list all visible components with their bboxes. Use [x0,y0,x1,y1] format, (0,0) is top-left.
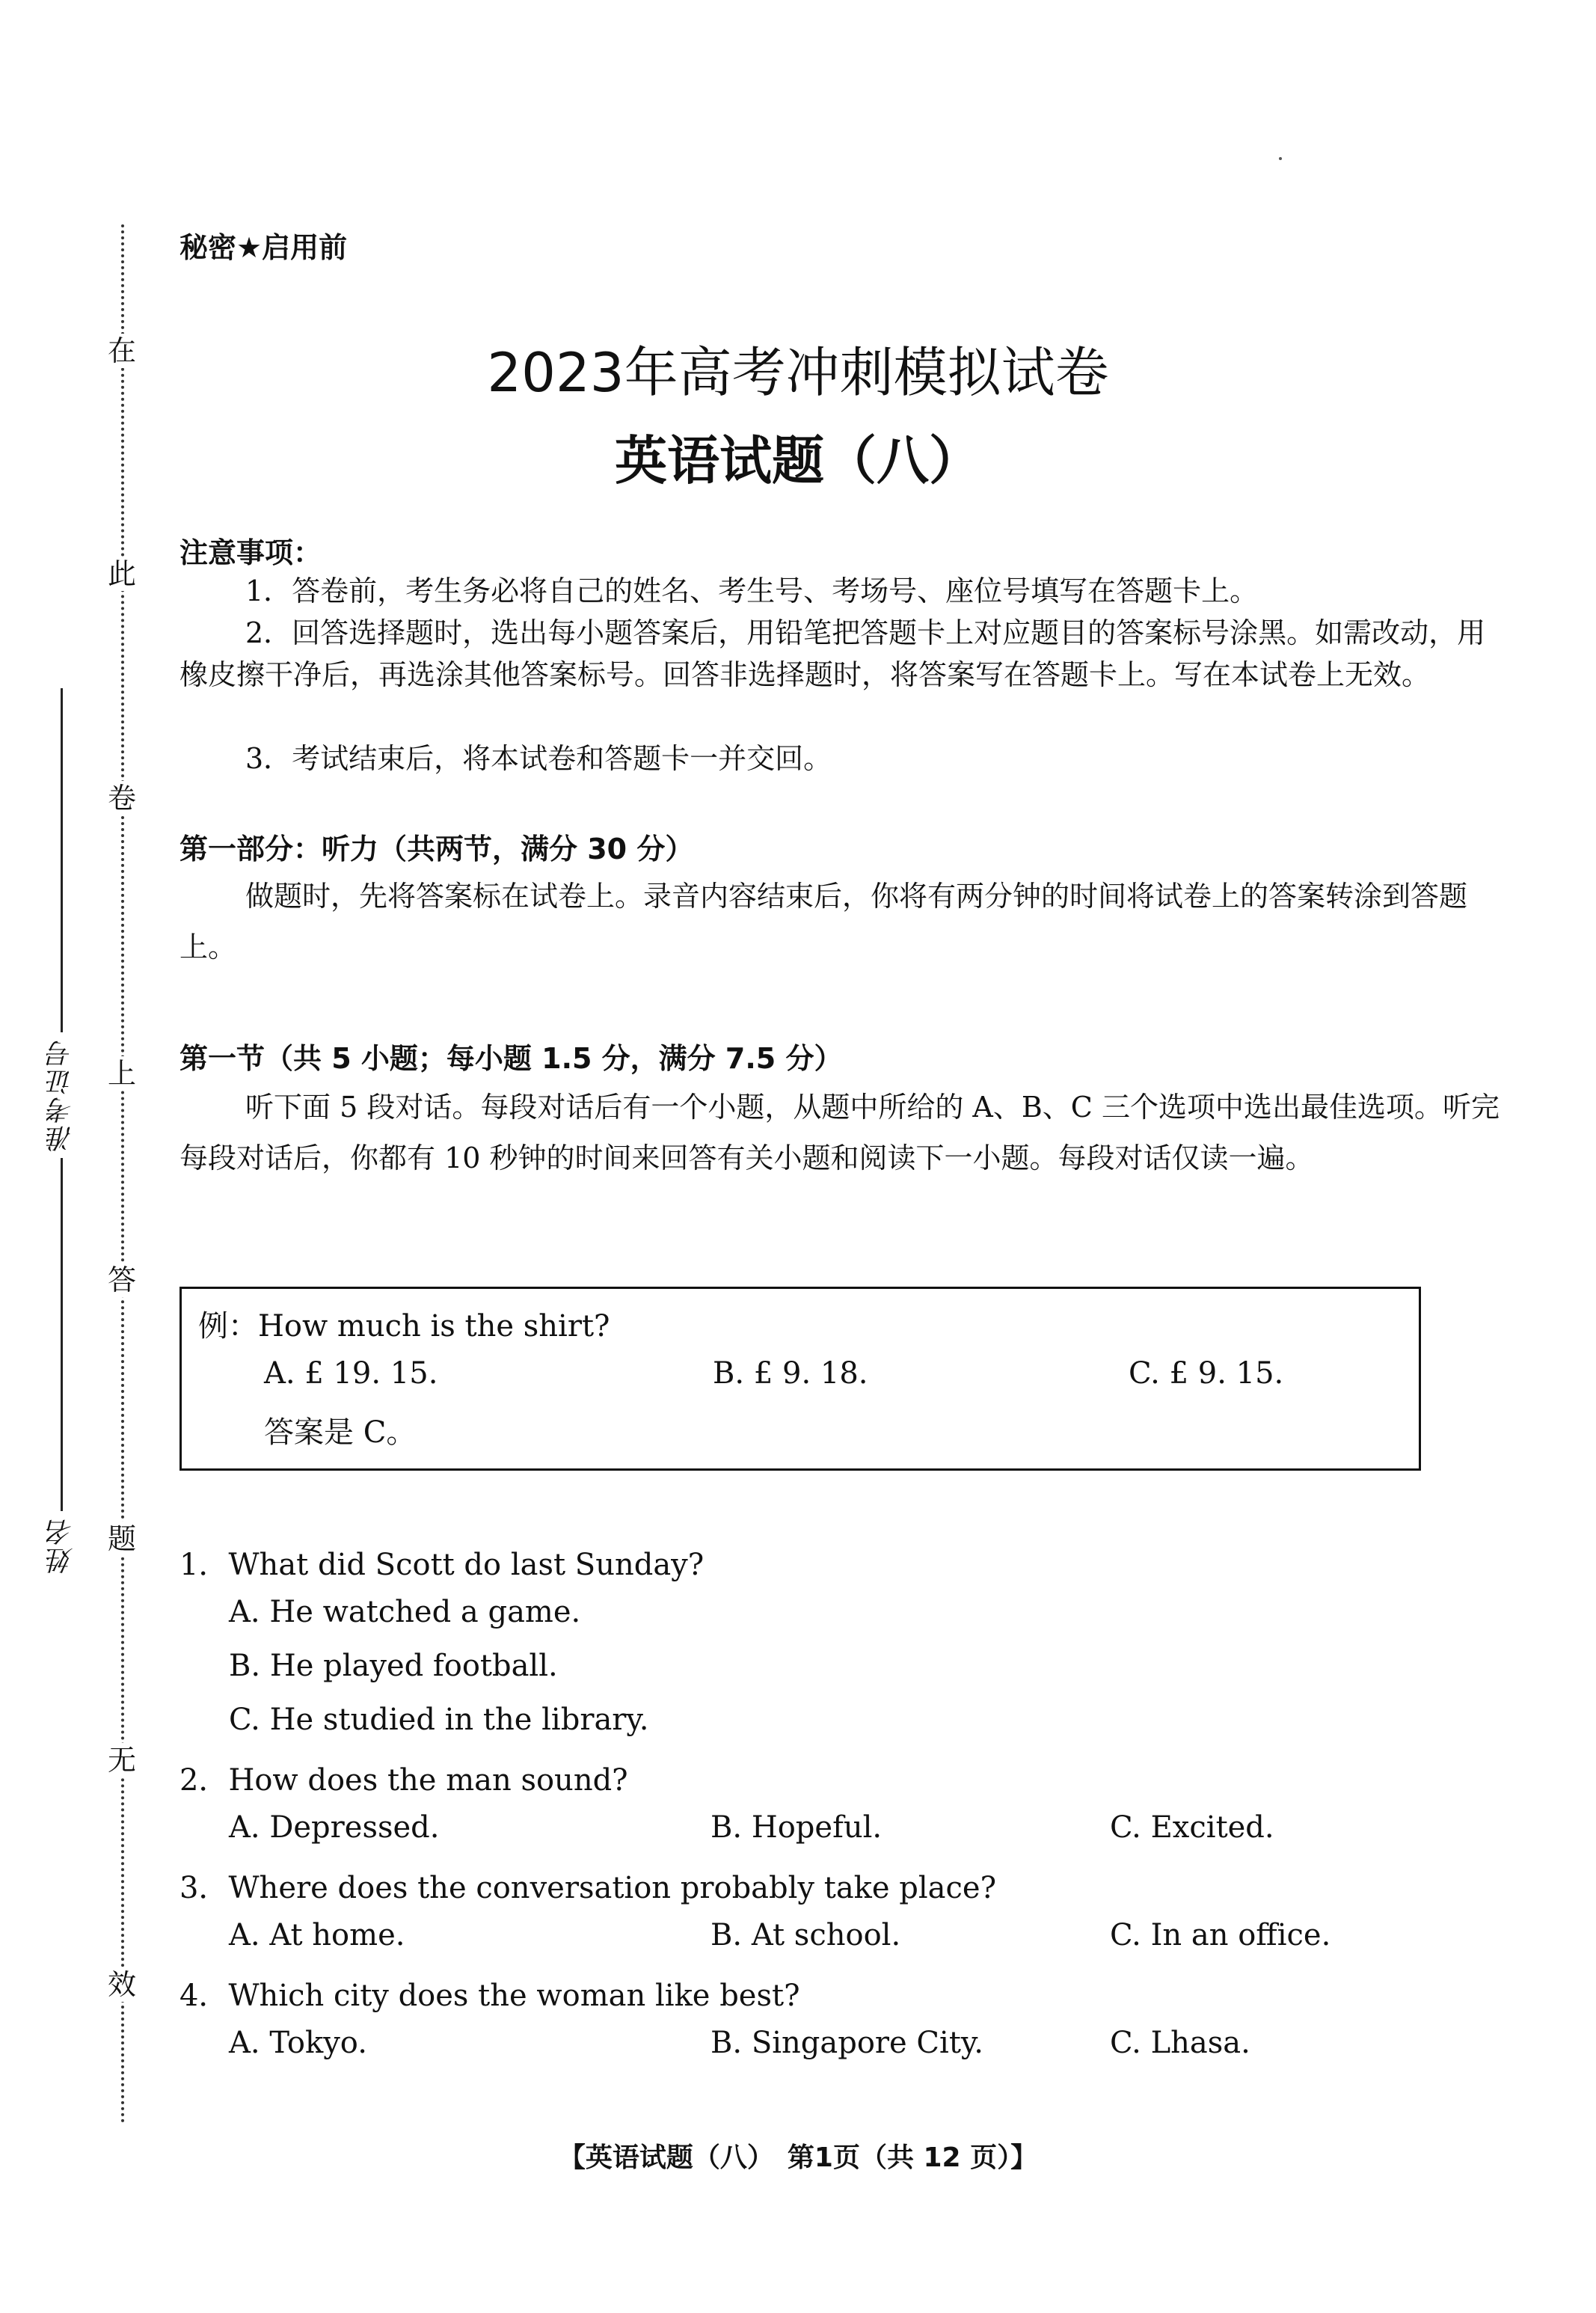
margin-char: 答 [105,1263,139,1297]
q2-option-c: C. Excited. [1110,1810,1274,1845]
page-title: 2023年高考冲刺模拟试卷 [487,341,1109,404]
example-option-c: C. £ 9. 15. [1129,1356,1284,1391]
example-answer: 答案是 C。 [264,1415,417,1450]
example-question: 例：How much is the shirt? [198,1309,610,1344]
page-subtitle: 英语试题（八） [615,430,981,491]
q3-option-c: C. In an office. [1110,1918,1331,1952]
q2-option-b: B. Hopeful. [710,1810,883,1845]
example-box [179,1287,1421,1471]
part1-heading: 第一部分：听力（共两节，满分 30 分） [179,833,694,866]
question-4: 4．Which city does the woman like best? [179,1979,800,2013]
margin-char: 无 [105,1743,139,1777]
q4-option-b: B. Singapore City. [710,2026,983,2060]
margin-char: 卷 [105,781,139,815]
name-field [46,1227,76,1580]
note-item-2: 2．回答选择题时，选出每小题答案后，用铅笔把答题卡上对应题目的答案标号涂黑。如需改动，用橡皮擦干净后，再选涂其他答案标号。回答非选择题时，将答案写在答题卡上。写在本试卷上无效。 [179,616,1486,691]
note-item-1: 1．答卷前，考生务必将自己的姓名、考生号、考场号、座位号填写在答题卡上。 [245,575,1259,607]
q4-option-c: C. Lhasa. [1110,2026,1250,2060]
q4-option-a: A. Tokyo. [229,2026,367,2060]
margin-char: 上 [105,1056,139,1091]
name-label: 姓名 [46,1517,77,1574]
note-item-3: 3．考试结束后，将本试卷和答题卡一并交回。 [245,742,832,775]
exam-id-label: 准考证号 [46,1038,77,1152]
example-option-a: A. £ 19. 15. [264,1356,438,1391]
margin-char: 此 [105,557,139,591]
confidential-mark: 秘密★启用前 [179,231,348,264]
q2-option-a: A. Depressed. [229,1810,440,1845]
q1-option-b: B. He played football. [229,1649,558,1683]
binding-dotted-line [121,224,124,2124]
section1-intro: 听下面 5 段对话。每段对话后有一个小题，从题中所给的 A、B、C 三个选项中选出最佳选项。听完每段对话后，你都有 10 秒钟的时间来回答有关小题和阅读下一小题。每段对话仅读一遍。 [179,1091,1500,1174]
section1-heading: 第一节（共 5 小题；每小题 1.5 分，满分 7.5 分） [179,1042,843,1075]
page-footer: 【英语试题（八） 第1页（共 12 页）】 [558,2142,1038,2173]
q3-option-b: B. At school. [710,1918,901,1952]
margin-char: 在 [105,334,139,368]
part1-intro: 做题时，先将答案标在试卷上。录音内容结束后，你将有两分钟的时间将试卷上的答案转涂到答题上。 [179,880,1468,964]
question-3: 3．Where does the conversation probably take place? [179,1871,997,1905]
example-option-b: B. £ 9. 18. [713,1356,868,1391]
question-2: 2．How does the man sound? [179,1763,628,1798]
q3-option-a: A. At home. [229,1918,405,1952]
margin-char: 效 [105,1967,139,2002]
scan-dot [1279,157,1282,160]
q1-option-c: C. He studied in the library. [229,1703,649,1737]
question-1: 1．What did Scott do last Sunday? [179,1548,705,1582]
notes-heading: 注意事项： [179,536,322,569]
margin-char: 题 [105,1522,139,1556]
q1-option-a: A. He watched a game. [229,1595,581,1629]
